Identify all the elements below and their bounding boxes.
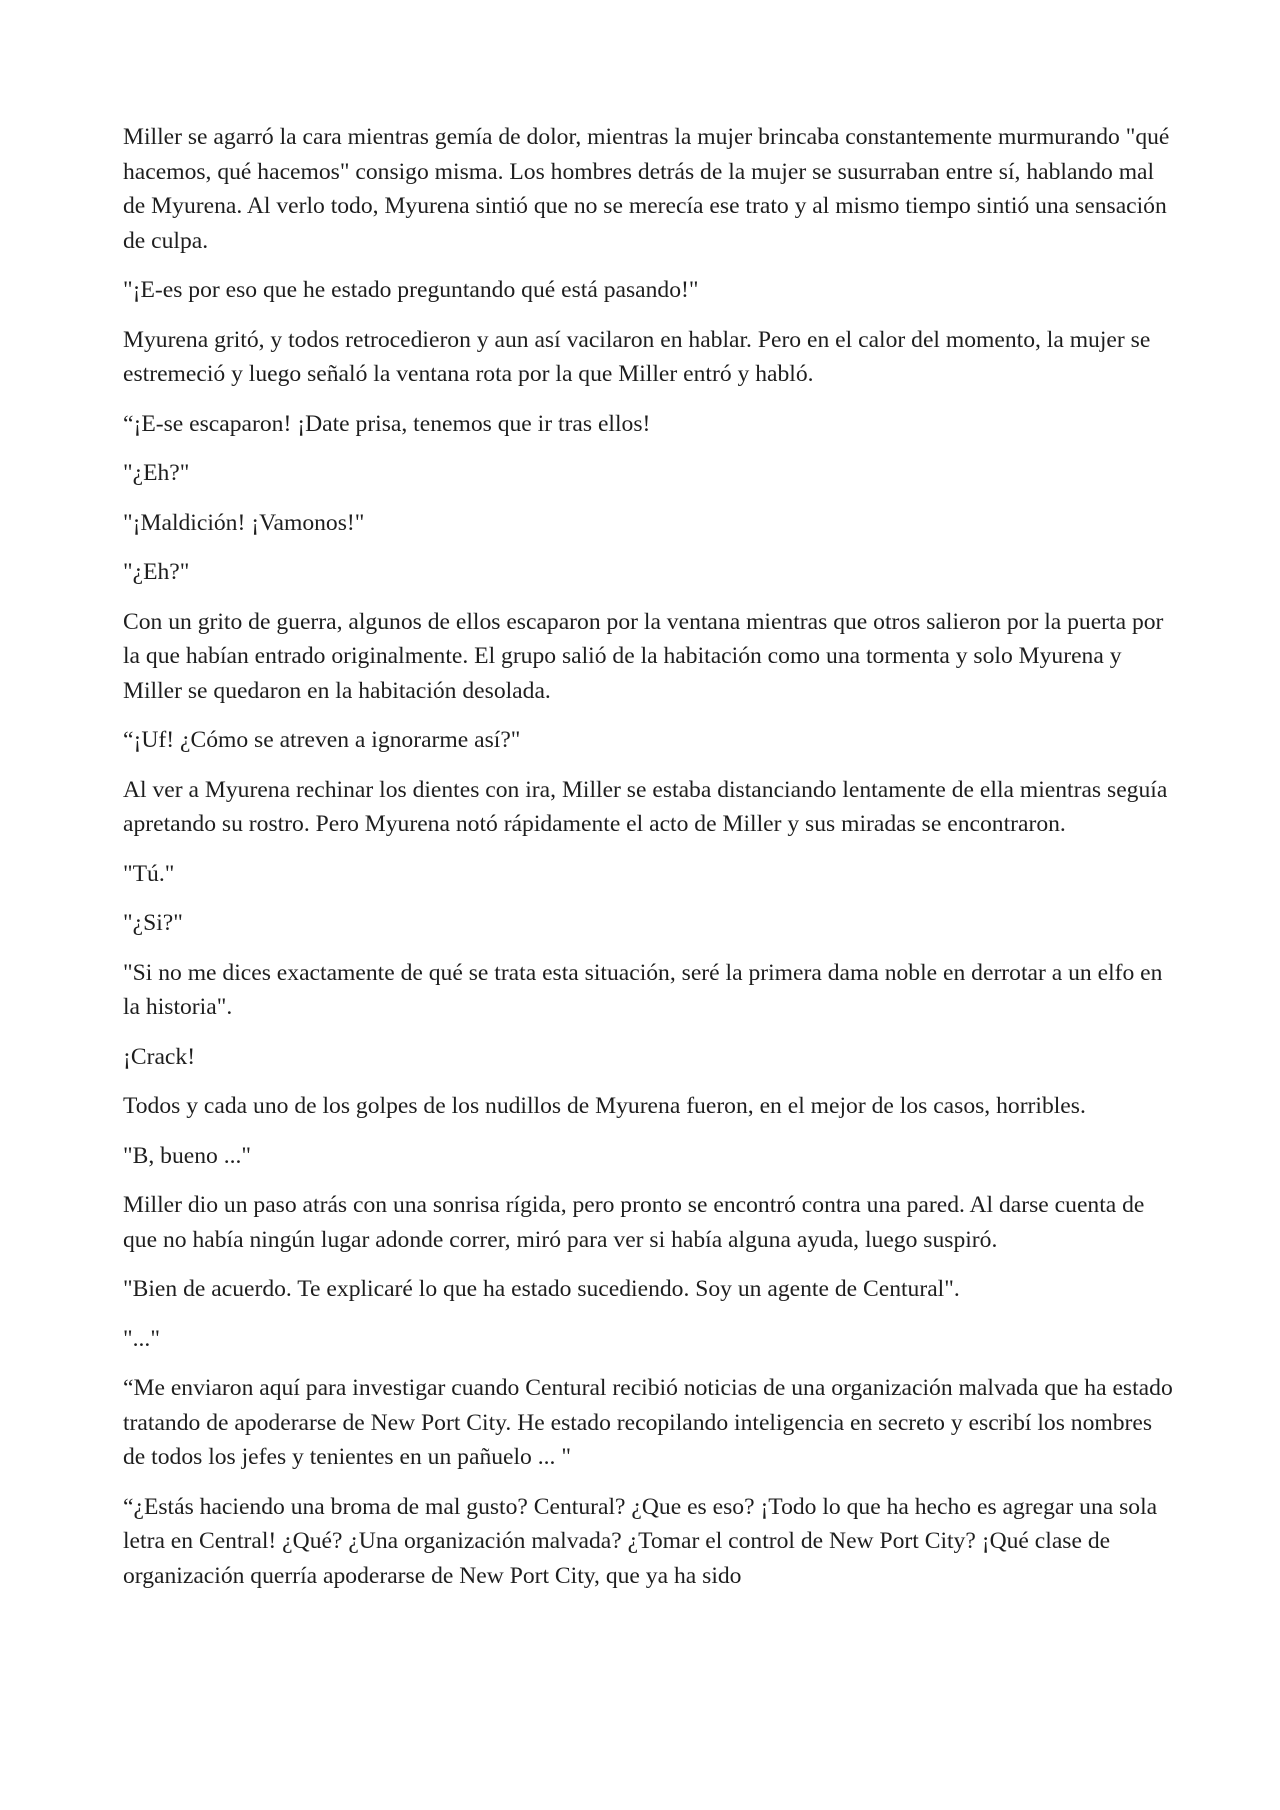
paragraph: "¿Eh?" bbox=[123, 559, 190, 585]
paragraph: "Tú." bbox=[123, 860, 175, 887]
paragraph: “¡Uf! ¿Cómo se atreven a ignorarme así?" bbox=[123, 727, 521, 753]
paragraph: Myurena gritó, y todos retrocedieron y aun así vacilaron en hablar. Pero en el calor del momento, la mujer se estremeció y luego señaló la ventana rota por la que Miller entró y habló. bbox=[123, 326, 1151, 387]
paragraph: Con un grito de guerra, algunos de ellos escaparon por la ventana mientras que otros salieron por la puerta por la que habían entrado originalmente. El grupo salió de la habitación como una tormenta y solo Myurena y Miller se quedaron en la habitación desolada. bbox=[123, 608, 1164, 704]
paragraph: "B, bueno ..." bbox=[123, 1142, 252, 1169]
paragraph: "¡Maldición! ¡Vamonos!" bbox=[123, 509, 365, 536]
paragraph: Miller se agarró la cara mientras gemía de dolor, mientras la mujer brincaba constantemente murmurando "qué hacemos, qué hacemos" consigo misma. Los hombres detrás de la mujer se susurraban entre sí, hablando mal de Myurena. Al verlo todo, Myurena sintió que no se merecía ese trato y al mismo tiempo sintió una sensación de culpa. bbox=[123, 124, 1170, 254]
paragraph: "..." bbox=[123, 1325, 160, 1352]
paragraph: "¿Si?" bbox=[123, 910, 183, 936]
paragraph: "¡E-es por eso que he estado preguntando qué está pasando!" bbox=[123, 277, 699, 303]
paragraph: ¡Crack! bbox=[123, 1043, 196, 1070]
paragraph: “Me enviaron aquí para investigar cuando Centural recibió noticias de una organización malvada que ha estado tratando de apoderarse de New Port City. He estado recopilando inteligencia en secreto y escribí los nombres de todos los jefes y tenientes en un pañuelo ... " bbox=[123, 1375, 1173, 1470]
paragraph: Miller dio un paso atrás con una sonrisa rígida, pero pronto se encontró contra una pared. Al darse cuenta de que no había ningún lugar adonde correr, miró para ver si había alguna ayuda, luego suspiró. bbox=[123, 1192, 1145, 1253]
paragraph: "Bien de acuerdo. Te explicaré lo que ha estado sucediendo. Soy un agente de Centural". bbox=[123, 1276, 960, 1302]
paragraph: Al ver a Myurena rechinar los dientes con ira, Miller se estaba distanciando lentamente de ella mientras seguía apretando su rostro. Pero Myurena notó rápidamente el acto de Miller y sus miradas se encontraron. bbox=[123, 776, 1168, 837]
paragraph: "¿Eh?" bbox=[123, 460, 190, 486]
document-page bbox=[123, 120, 1178, 1608]
paragraph: Todos y cada uno de los golpes de los nudillos de Myurena fueron, en el mejor de los casos, horribles. bbox=[123, 1093, 1086, 1119]
paragraph: “¡E-se escaparon! ¡Date prisa, tenemos que ir tras ellos! bbox=[123, 410, 651, 437]
paragraph: "Si no me dices exactamente de qué se trata esta situación, seré la primera dama noble en derrotar a un elfo en la historia". bbox=[123, 959, 1163, 1020]
paragraph: “¿Estás haciendo una broma de mal gusto? Centural? ¿Que es eso? ¡Todo lo que ha hecho es agregar una sola letra en Central! ¿Qué? ¿Una organización malvada? ¿Tomar el control de New Port City? ¡Qué clase de organización querría apoderarse de New Port City, que ya ha sido bbox=[123, 1493, 1158, 1589]
